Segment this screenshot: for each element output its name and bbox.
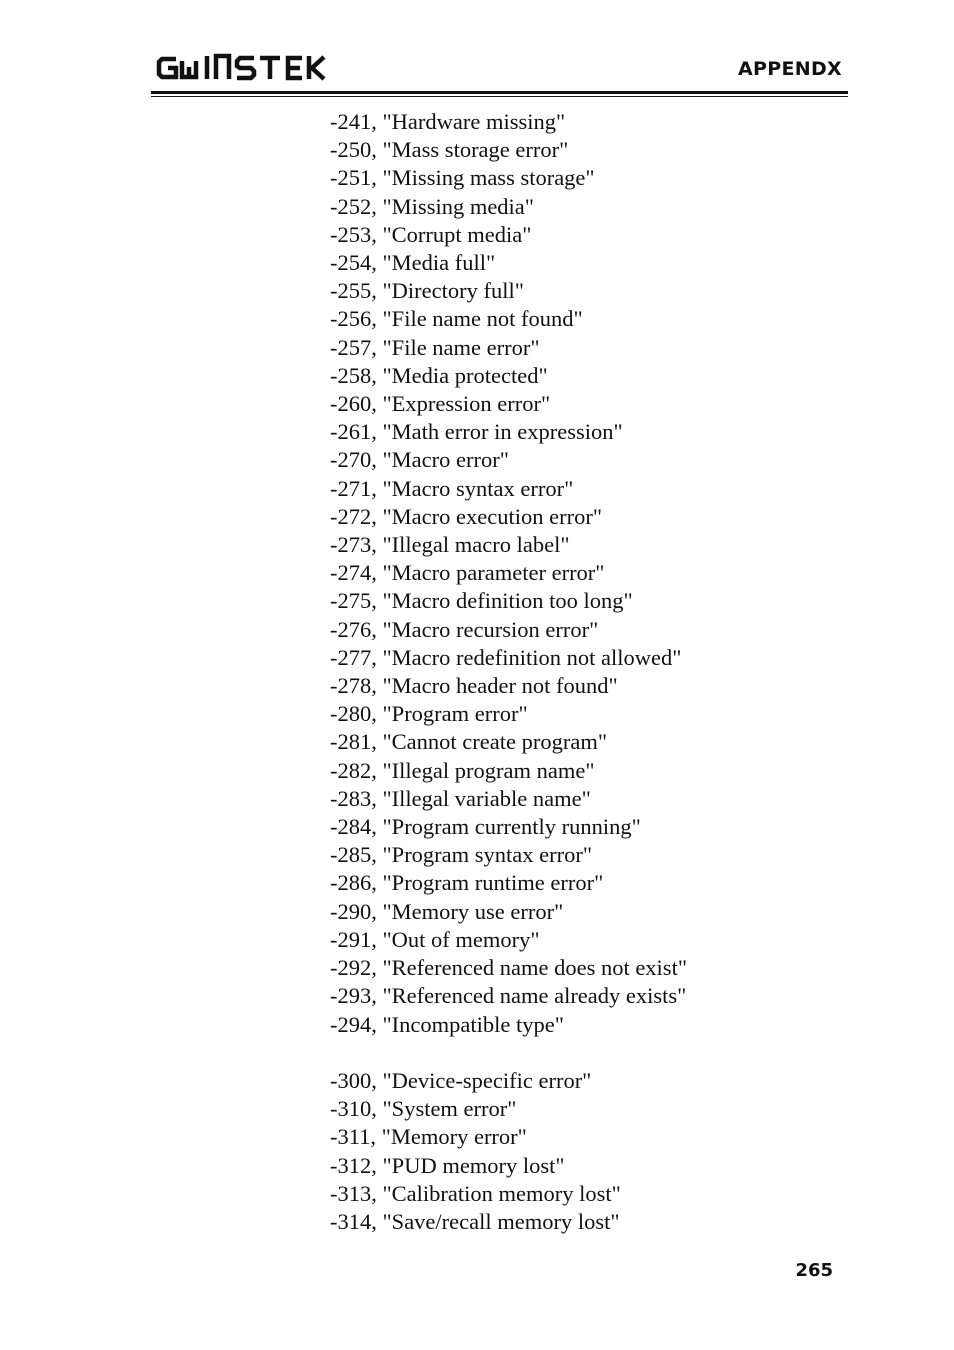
- error-code-item: -286, "Program runtime error": [330, 870, 604, 896]
- error-code-item: -311, "Memory error": [330, 1124, 527, 1150]
- error-code-item: -275, "Macro definition too long": [330, 588, 633, 614]
- error-code-item: -284, "Program currently running": [330, 814, 641, 840]
- error-code-item: -292, "Referenced name does not exist": [330, 955, 688, 981]
- error-code-item: -255, "Directory full": [330, 278, 524, 304]
- error-code-item: -253, "Corrupt media": [330, 221, 532, 247]
- error-code-item: -280, "Program error": [330, 701, 528, 727]
- error-code-item: -314, "Save/recall memory lost": [330, 1208, 620, 1234]
- error-code-item: -250, "Mass storage error": [330, 137, 569, 163]
- error-code-item: -283, "Illegal variable name": [330, 785, 591, 811]
- error-code-item: -273, "Illegal macro label": [330, 532, 570, 558]
- page-number: 265: [795, 1260, 833, 1281]
- error-code-item: -272, "Macro execution error": [330, 503, 603, 529]
- error-code-item: -281, "Cannot create program": [330, 729, 608, 755]
- error-code-item: -261, "Math error in expression": [330, 419, 623, 445]
- error-code-item: -300, "Device-specific error": [330, 1067, 592, 1093]
- error-code-item: -251, "Missing mass storage": [330, 165, 595, 191]
- error-code-list: [330, 108, 687, 1236]
- error-code-item: -277, "Macro redefinition not allowed": [330, 644, 682, 670]
- header-rule-thick: [151, 91, 848, 94]
- error-code-item: -258, "Media protected": [330, 362, 548, 388]
- brand-logo: [156, 50, 328, 86]
- error-code-item: -312, "PUD memory lost": [330, 1152, 565, 1178]
- error-code-item: -241, "Hardware missing": [330, 109, 566, 134]
- header-rule-thin: [151, 96, 848, 97]
- error-code-item: -278, "Macro header not found": [330, 673, 618, 699]
- error-code-item: -254, "Media full": [330, 250, 496, 276]
- error-code-item: -260, "Expression error": [330, 391, 551, 417]
- error-code-item: -291, "Out of memory": [330, 926, 540, 952]
- error-code-item: -310, "System error": [330, 1096, 517, 1122]
- error-code-item: -257, "File name error": [330, 334, 540, 360]
- error-code-item: -313, "Calibration memory lost": [330, 1180, 621, 1206]
- error-code-item: -293, "Referenced name already exists": [330, 983, 687, 1009]
- error-code-item: -282, "Illegal program name": [330, 757, 595, 783]
- error-code-item: -270, "Macro error": [330, 447, 509, 473]
- error-code-item: -294, "Incompatible type": [330, 1011, 564, 1037]
- error-code-item: -256, "File name not found": [330, 306, 583, 332]
- error-code-item: -271, "Macro syntax error": [330, 475, 574, 501]
- error-code-item: -276, "Macro recursion error": [330, 616, 599, 642]
- error-code-item: -285, "Program syntax error": [330, 842, 593, 868]
- error-code-item: -290, "Memory use error": [330, 898, 564, 924]
- error-code-item: -252, "Missing media": [330, 193, 534, 219]
- section-label: APPENDX: [738, 58, 842, 80]
- error-code-item: -274, "Macro parameter error": [330, 560, 605, 586]
